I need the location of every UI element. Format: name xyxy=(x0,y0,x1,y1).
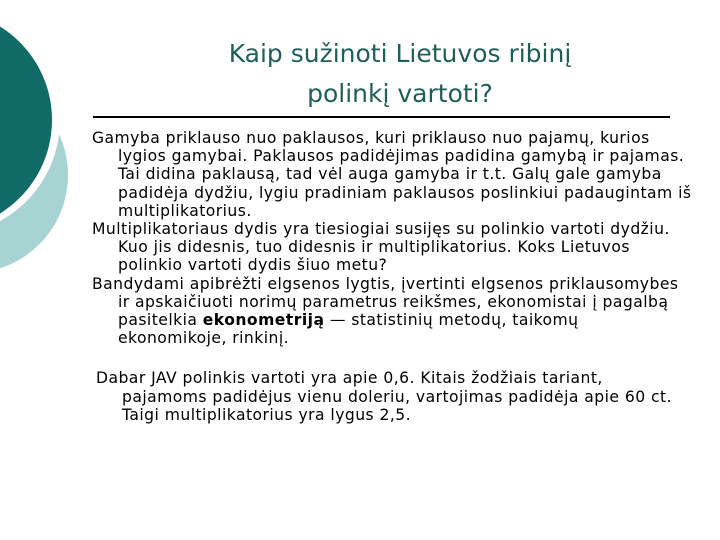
econometrics-bold: ekonometriją xyxy=(202,311,325,330)
econometrics-text-start: Bandydami apibrėžti elgsenos lygtis, įvertinti elgsenos priklausomybes ir apskaičiuoti norimų parametrus reikšmes, ekonomistai į pagalbą pasitelkia xyxy=(92,274,679,330)
slide-title xyxy=(140,34,660,114)
econometrics-text-end: — statistinių metodų, taikomų ekonomikoje, rinkinį. xyxy=(118,311,579,348)
title-divider xyxy=(93,116,670,118)
slide-body xyxy=(92,129,692,424)
title-line-1: Kaip sužinoti Lietuvos ribinį xyxy=(228,39,572,68)
paragraph-usa-propensity: Dabar JAV polinkis vartoti yra apie 0,6. Kitais žodžiais tariant, pajamoms padidėjus vienu doleriu, vartojimas padidėja apie 60 ct. Taigi multiplikatorius yra lygus 2,5. xyxy=(96,369,672,424)
paragraph-econometrics xyxy=(92,275,692,348)
paragraph-multiplier: Multiplikatoriaus dydis yra tiesiogiai susijęs su polinkio vartoti dydžiu. Kuo jis didesnis, tuo didesnis ir multiplikatorius. Koks Lietuvos polinkio vartoti dydis šiuo metu? xyxy=(92,220,670,275)
title-line-2: polinkį vartoti? xyxy=(307,79,493,108)
paragraph-production: Gamyba priklauso nuo paklausos, kuri priklauso nuo pajamų, kurios lygios gamybai. Paklausos padidėjimas padidina gamybą ir pajamas. Tai didina paklausą, tad vėl auga gamyba ir t.t. Galų gale gamyba padidėja dydžiu, lygiu pradiniam paklausos poslinkiui padaugintam iš multiplikatorius. xyxy=(92,129,692,220)
